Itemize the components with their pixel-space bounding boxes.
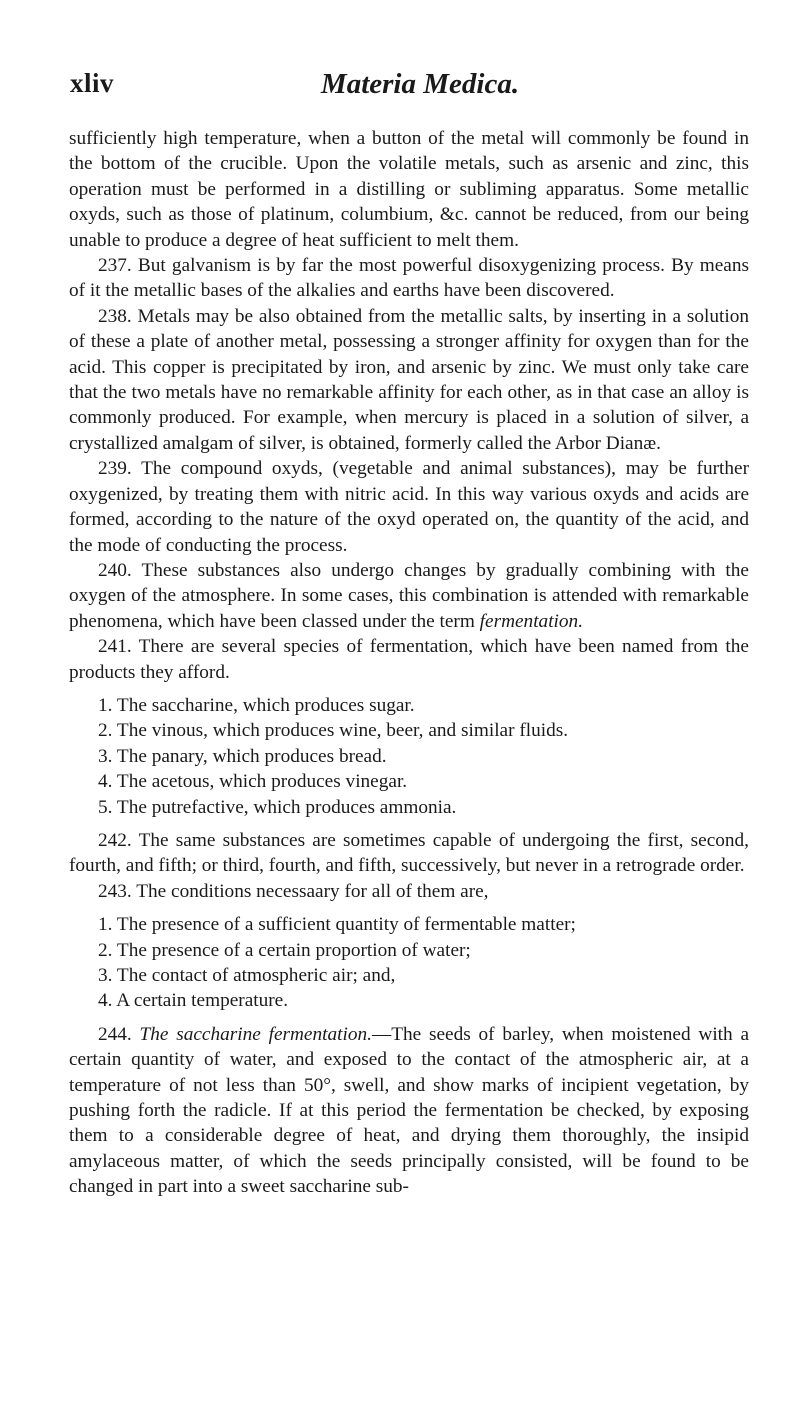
page-number: xliv: [70, 68, 115, 98]
list-item: 2. The vinous, which produces wine, beer, and similar fluids.: [98, 720, 569, 742]
running-title: Materia Medica.: [320, 68, 520, 100]
section-heading-saccharine: The saccharine fermentation.: [139, 1023, 372, 1045]
fermentation-species-list: [69, 693, 749, 820]
list-item: 4. A certain temperature.: [98, 990, 289, 1012]
conditions-list: [69, 912, 749, 1014]
paragraph-240-text: 240. These substances also undergo changes by gradually combining with the oxygen of the atmosphere. In some cases, this combination is attended with remarkable phenomena, which have been classed under the term: [69, 559, 749, 632]
list-item: 1. The saccharine, which produces sugar.: [98, 694, 415, 716]
list-item: 5. The putrefactive, which produces ammonia.: [98, 796, 457, 818]
list-item: 3. The panary, which produces bread.: [98, 745, 387, 767]
page-header: [70, 68, 750, 108]
list-item: 3. The contact of atmospheric air; and,: [98, 965, 396, 986]
paragraph-243: 243. The conditions necessaary for all of them are,: [98, 880, 489, 902]
paragraph-244-text: —The seeds of barley, when moistened with a certain quantity of water, and exposed to the contact of the atmospheric air, at a temperature of not less than 50°, swell, and show marks of incipient vegetation, by pushing forth the radicle. If at this period the fermentation be checked, by exposing them to a considerable degree of heat, and drying them thoroughly, the insipid amylaceous matter, of which the seeds principally consisted, will be found to be changed in part into a sweet saccharine sub-: [69, 1023, 750, 1198]
list-item: 4. The acetous, which produces vinegar.: [98, 771, 408, 793]
paragraph-241: 241. There are several species of fermentation, which have been named from the products they afford.: [69, 636, 749, 683]
body-text: [69, 126, 749, 1200]
paragraph-242: 242. The same substances are sometimes capable of undergoing the first, second, fourth, and fifth; or third, fourth, and fifth, successively, but never in a retrograde order.: [69, 829, 749, 877]
paragraph-244: [69, 1022, 749, 1200]
paragraph-239: 239. The compound oxyds, (vegetable and animal substances), may be further oxygenized, by treating them with nitric acid. In this way various oxyds and acids are formed, according to the nature of the oxyd operated on, the quantity of the acid, and the mode of conducting the process.: [69, 458, 749, 556]
paragraph-244-number: 244.: [98, 1023, 132, 1045]
paragraph-240: [69, 558, 749, 634]
term-fermentation: fermentation.: [479, 610, 584, 632]
paragraph-237: 237. But galvanism is by far the most powerful disoxygenizing process. By means of it the metallic bases of the alkalies and earths have been discovered.: [69, 255, 749, 302]
list-item: 1. The presence of a sufficient quantity of fermentable matter;: [98, 914, 576, 936]
paragraph-238: 238. Metals may be also obtained from the metallic salts, by inserting in a solution of these a plate of another metal, possessing a stronger affinity for oxygen than for the acid. This copper is precipitated by iron, and arsenic by zinc. We must only take care that the two metals have no remarkable affinity for each other, as in that case an alloy is commonly produced. For example, when mercury is placed in a solution of silver, a crystallized amalgam of silver, is obtained, formerly called the Arbor Dianæ.: [69, 305, 749, 454]
paragraph-continuation: sufficiently high temperature, when a button of the metal will commonly be found in the bottom of the crucible. Upon the volatile metals, such as arsenic and zinc, this operation must be performed in a distilling or subliming apparatus. Some metallic oxyds, such as those of platinum, columbium, &c. cannot be reduced, from our being unable to produce a degree of heat sufficient to melt them.: [69, 128, 749, 251]
list-item: 2. The presence of a certain proportion of water;: [98, 939, 471, 961]
